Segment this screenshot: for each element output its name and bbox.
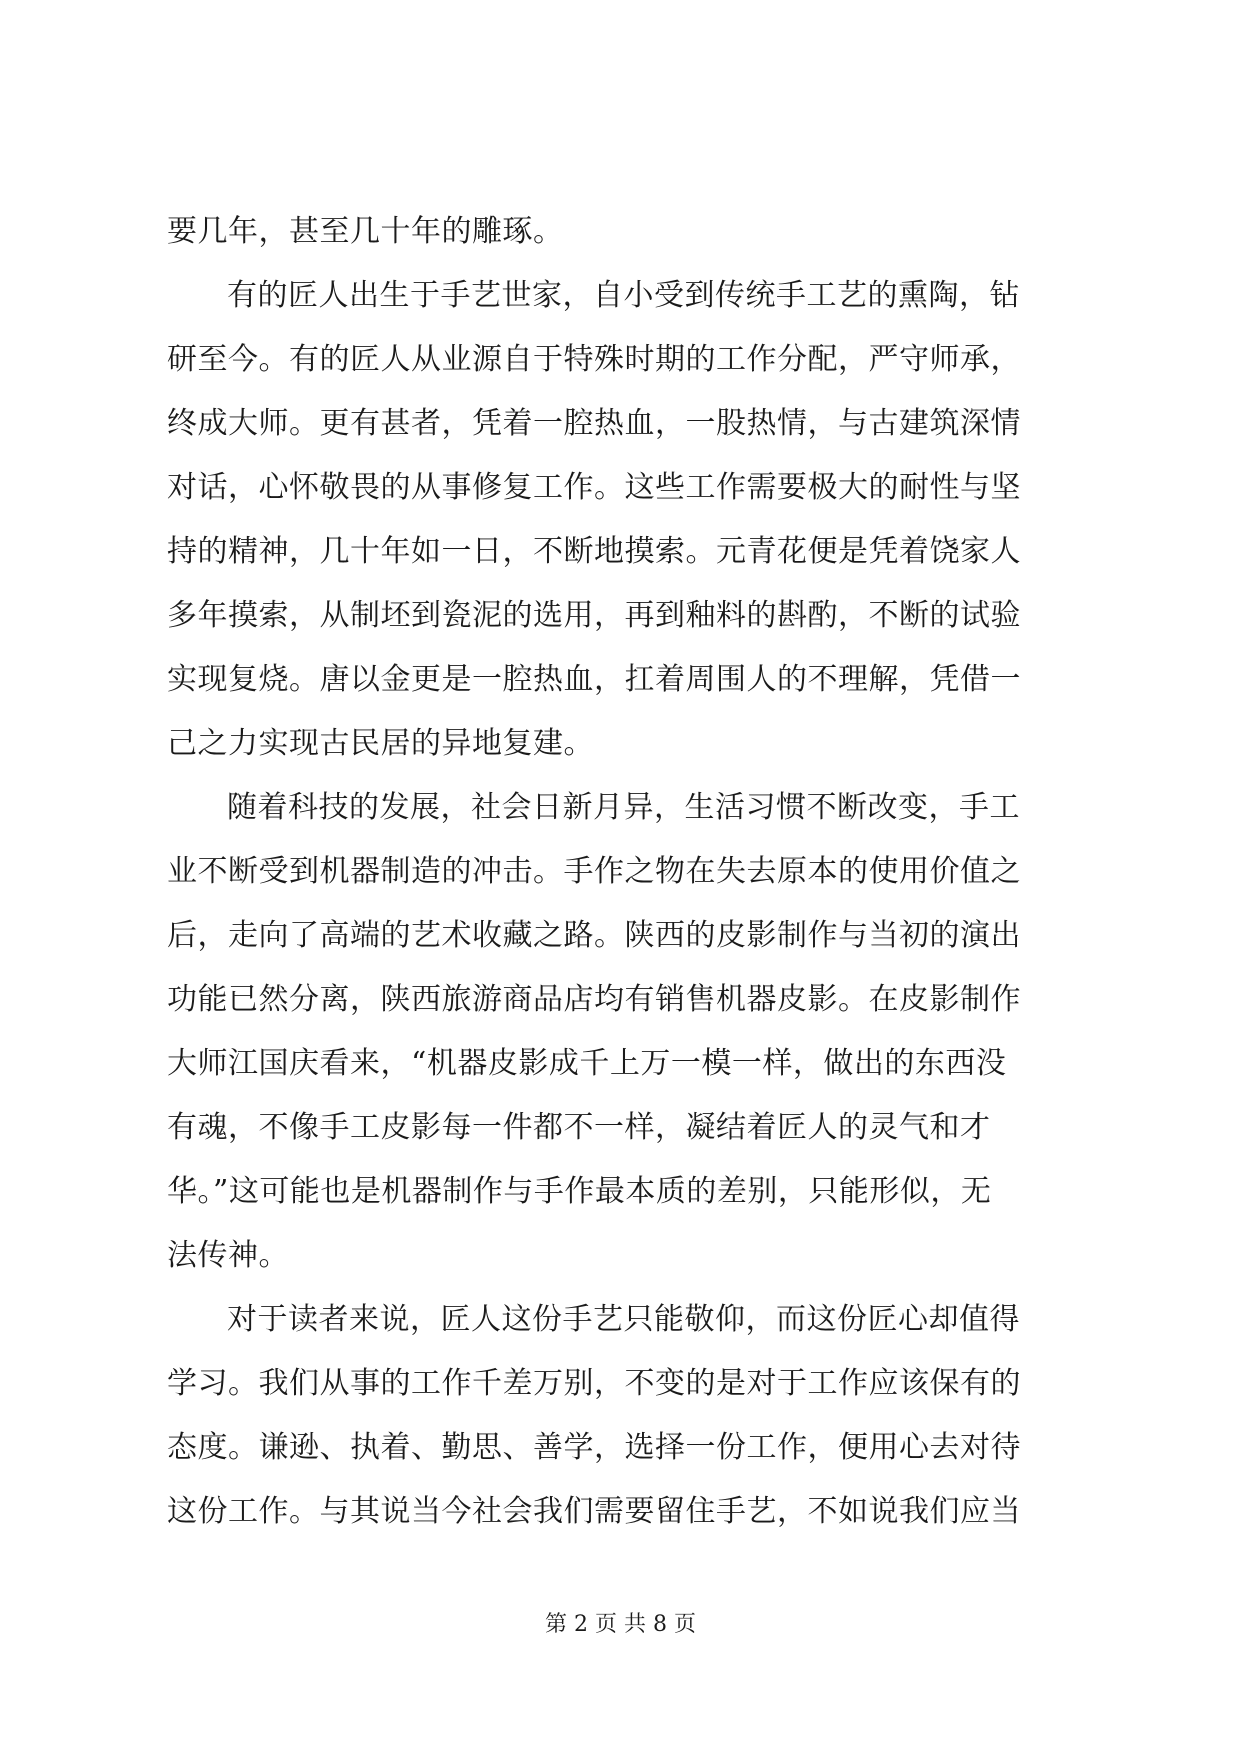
text-line: 有魂，不像手工皮影每一件都不一样，凝结着匠人的灵气和才 <box>167 1110 991 1145</box>
text-line: 态度。谦逊、执着、勤思、善学，选择一份工作，便用心去对待 <box>167 1430 1021 1465</box>
text-line: 多年摸索，从制坯到瓷泥的选用，再到釉料的斟酌，不断的试验 <box>167 598 1021 633</box>
paragraph-first-line: 对于读者来说，匠人这份手艺只能敬仰，而这份匠心却值得 <box>227 1302 1020 1337</box>
text-line: 华。”这可能也是机器制作与手作最本质的差别，只能形似，无 <box>167 1174 992 1209</box>
text-line: 持的精神，几十年如一日，不断地摸索。元青花便是凭着饶家人 <box>167 534 1021 569</box>
paragraph-first-line: 有的匠人出生于手艺世家，自小受到传统手工艺的熏陶，钻 <box>227 278 1020 313</box>
text-line: 法传神。 <box>167 1238 289 1273</box>
text-line: 研至今。有的匠人从业源自于特殊时期的工作分配，严守师承， <box>167 342 1021 377</box>
text-line: 大师江国庆看来，“机器皮影成千上万一模一样，做出的东西没 <box>167 1046 1007 1081</box>
text-line: 终成大师。更有甚者，凭着一腔热血，一股热情，与古建筑深情 <box>167 406 1021 441</box>
page-number-footer: 第 2 页 共 8 页 <box>545 1612 696 1637</box>
text-line: 对话，心怀敬畏的从事修复工作。这些工作需要极大的耐性与坚 <box>167 470 1021 505</box>
text-line: 这份工作。与其说当今社会我们需要留住手艺，不如说我们应当 <box>167 1494 1021 1529</box>
text-line: 己之力实现古民居的异地复建。 <box>167 726 594 761</box>
text-line: 后，走向了高端的艺术收藏之路。陕西的皮影制作与当初的演出 <box>167 918 1021 953</box>
text-line: 功能已然分离，陕西旅游商品店均有销售机器皮影。在皮影制作 <box>167 982 1021 1017</box>
paragraph-first-line: 随着科技的发展，社会日新月异，生活习惯不断改变，手工 <box>227 790 1020 825</box>
text-line: 实现复烧。唐以金更是一腔热血，扛着周围人的不理解，凭借一 <box>167 662 1021 697</box>
text-line: 学习。我们从事的工作千差万别，不变的是对于工作应该保有的 <box>167 1366 1021 1401</box>
body-text <box>167 200 1082 1544</box>
text-line: 要几年，甚至几十年的雕琢。 <box>167 214 564 249</box>
text-line: 业不断受到机器制造的冲击。手作之物在失去原本的使用价值之 <box>167 854 1021 889</box>
